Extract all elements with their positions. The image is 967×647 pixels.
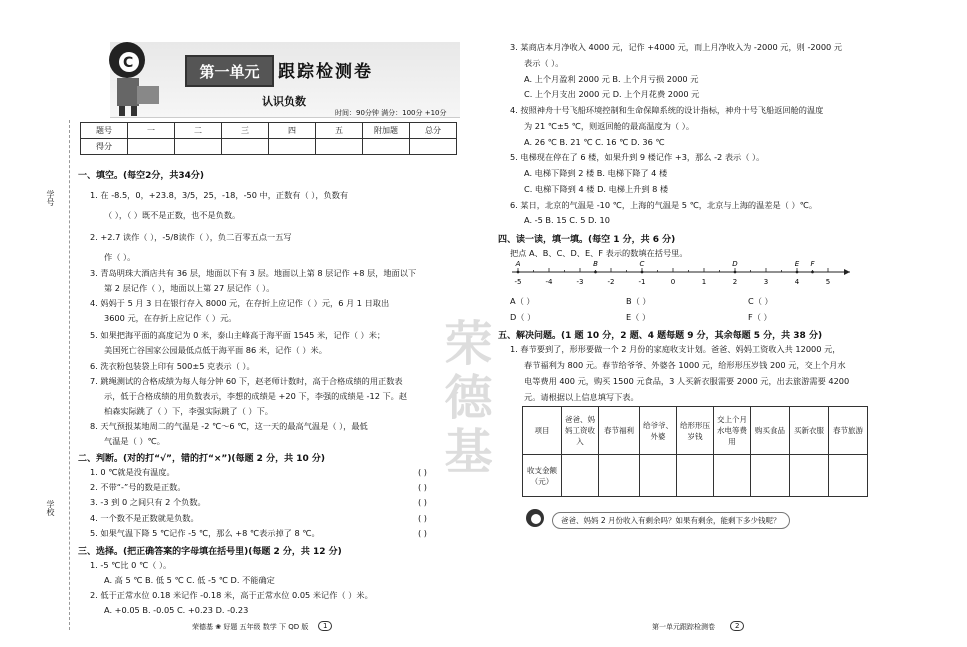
page-title: 跟踪检测卷 <box>278 62 373 82</box>
arrow-right-icon <box>844 269 850 275</box>
watermark: 荣德基 <box>436 318 492 480</box>
number-line-point <box>517 271 520 274</box>
question-line: 3. 青岛明珠大酒店共有 36 层，地面以下有 3 层。地面以上第 8 层记作 +8 层，地面以下 <box>90 268 417 278</box>
expense-header: 买新衣服 <box>790 407 829 455</box>
choice-options: C. 电梯下降到 4 楼 D. 电梯上升到 8 楼 <box>524 184 669 194</box>
question-line: 表示（ ）。 <box>524 58 564 68</box>
question-line: 示，低于合格成绩的用负数表示，李想的成绩是 +20 下，李强的成绩是 -12 下。赵 <box>104 391 408 401</box>
judge-item: 1. 0 ℃就是没有温度。 <box>90 467 175 477</box>
expense-header: 春节旅游 <box>829 407 868 455</box>
question-line: 元。请根据以上信息填写下表。 <box>524 392 639 402</box>
number-line-point-label: E <box>794 260 800 268</box>
choice-options: A. 高 5 ℃ B. 低 5 ℃ C. 低 -5 ℃ D. 不能确定 <box>104 575 275 585</box>
expense-header: 给爷爷、外婆 <box>640 407 677 455</box>
judge-item: 2. 不带“-”号的数是正数。 <box>90 482 186 492</box>
judge-answer-paren[interactable]: ( ) <box>418 467 427 477</box>
svg-text:C: C <box>123 55 134 71</box>
section-heading: 四、读一读，填一填。(每空 1 分，共 6 分) <box>498 235 676 245</box>
judge-answer-paren[interactable]: ( ) <box>418 497 427 507</box>
score-table <box>80 122 457 155</box>
score-header: 二 <box>175 123 222 139</box>
number-line-tick-label: -2 <box>607 278 615 286</box>
question-line: 4. 按照神舟十号飞船环境控制和生命保障系统的设计指标，神舟十号飞船返回舱的温度 <box>510 105 824 115</box>
choice-options: A. 电梯下降到 2 楼 B. 电梯下降了 4 楼 <box>524 168 668 178</box>
number-line-point-label: F <box>810 260 815 268</box>
question-line: 3600 元，在存折上应记作（ ）元。 <box>104 313 237 323</box>
judge-item: 4. 一个数不是正数就是负数。 <box>90 513 199 523</box>
score-cell[interactable] <box>316 139 363 155</box>
score-cell[interactable] <box>410 139 457 155</box>
page-subtitle: 认识负数 <box>262 95 306 108</box>
question-line: 1. -5 ℃比 0 ℃（ ）。 <box>90 560 172 570</box>
score-cell[interactable] <box>222 139 269 155</box>
choice-options: A. 26 ℃ B. 21 ℃ C. 16 ℃ D. 36 ℃ <box>524 137 665 147</box>
number-line-tick-label: 2 <box>732 278 738 286</box>
exam-meta: 时间：90分钟 满分：100分 +10分 <box>335 109 447 117</box>
question-line: 把点 A、B、C、D、E、F 表示的数填在括号里。 <box>510 248 688 258</box>
question-line: 8. 天气预报某地周二的气温是 -2 ℃～6 ℃，这一天的最高气温是（ ），最低 <box>90 421 368 431</box>
top-band <box>0 0 967 18</box>
binding-line <box>69 120 70 630</box>
answer-blank[interactable]: C（ ） <box>748 296 773 306</box>
question-line: 气温是（ ）℃。 <box>104 436 165 446</box>
footer-left: 荣德基 ❀ 好题 五年级 数学 下 QD 版 <box>192 623 309 631</box>
section-heading: 五、解决问题。(1 题 10 分，2 题、4 题每题 9 分，其余每题 5 分，共 38 分) <box>498 331 823 341</box>
number-line-tick-label: -4 <box>545 278 553 286</box>
score-header: 四 <box>269 123 316 139</box>
expense-header: 给形形压岁钱 <box>677 407 714 455</box>
expense-cell[interactable] <box>562 455 599 497</box>
question-line: 电等费用 400 元，购买 1500 元食品，3 人买新衣服需要 2000 元，出去旅游需要 4200 <box>524 376 850 386</box>
judge-answer-paren[interactable]: ( ) <box>418 482 427 492</box>
expense-header: 春节福利 <box>599 407 640 455</box>
score-cell[interactable] <box>128 139 175 155</box>
question-line: 7. 跳绳测试的合格成绩为每人每分钟 60 下，赵老师计数时，高于合格成绩的用正数表 <box>90 376 403 386</box>
judge-item: 5. 如果气温下降 5 ℃记作 -5 ℃，那么 +8 ℃表示掉了 8 ℃。 <box>90 528 320 538</box>
question-line: 春节福利为 800 元。春节给爷爷、外婆各 1000 元，给形形压岁钱 200 元，交上个月水 <box>524 360 846 370</box>
question-line: 为 21 ℃±5 ℃，则返回舱的最高温度为（ ）。 <box>524 121 695 131</box>
answer-blank[interactable]: E（ ） <box>626 312 651 322</box>
number-line-point <box>641 271 644 274</box>
score-cell[interactable] <box>175 139 222 155</box>
question-line: 美国死亡谷国家公园最低点低于海平面 86 米，记作（ ）米。 <box>104 345 327 355</box>
number-line-point-label: A <box>515 260 521 268</box>
speech-bubble: 爸爸、妈妈 2 月份收入有剩余吗？如果有剩余，能剩下多少钱呢？ <box>552 512 790 529</box>
number-line <box>510 258 855 298</box>
expense-cell[interactable] <box>677 455 714 497</box>
expense-cell[interactable] <box>751 455 790 497</box>
choice-options: A. +0.05 B. -0.05 C. +0.23 D. -0.23 <box>104 605 249 615</box>
mascot-image <box>95 38 170 118</box>
expense-cell[interactable] <box>714 455 751 497</box>
number-line-point <box>811 271 814 274</box>
question-line: 4. 妈妈于 5 月 3 日在银行存入 8000 元，在存折上应记作（ ）元，6 月 1 日取出 <box>90 298 390 308</box>
expense-header: 爸爸、妈妈工资收入 <box>562 407 599 455</box>
number-line-tick-label: -5 <box>514 278 522 286</box>
judge-item: 3. -3 到 0 之间只有 2 个负数。 <box>90 497 206 507</box>
question-line: 1. 在 -8.5，0，+23.8，3/5，25，-18，-50 中，正数有（ ），负数有 <box>90 190 349 200</box>
question-line: 3. 某商店本月净收入 4000 元，记作 +4000 元，而上月净收入为 -2000 元，则 -2000 元 <box>510 42 843 52</box>
question-line: 5. 如果把海平面的高度记为 0 米，泰山主峰高于海平面 1545 米，记作（ ）米； <box>90 330 386 340</box>
score-header: 附加题 <box>363 123 410 139</box>
question-line: 作（ ）。 <box>104 252 136 262</box>
number-line-tick-label: 4 <box>794 278 800 286</box>
number-line-tick-label: 5 <box>825 278 831 286</box>
question-line: 5. 电梯现在停在了 6 楼，如果升到 9 楼记作 +3，那么 -2 表示（ ）。 <box>510 152 765 162</box>
question-line: 2. +2.7 读作（ ），-5/8读作（ ），负二百零五点一五写 <box>90 232 292 242</box>
number-line-tick-label: -3 <box>576 278 584 286</box>
number-line-tick-label: 1 <box>701 278 707 286</box>
page-number-right: 2 <box>730 621 744 631</box>
expense-header: 购买食品 <box>751 407 790 455</box>
side-label-school: 学校 <box>46 500 55 516</box>
page-number-left: 1 <box>318 621 332 631</box>
judge-answer-paren[interactable]: ( ) <box>418 528 427 538</box>
section-heading: 三、选择。(把正确答案的字母填在括号里)(每题 2 分，共 12 分) <box>78 547 342 557</box>
choice-options: A. 上个月盈利 2000 元 B. 上个月亏损 2000 元 <box>524 74 699 84</box>
question-line: 1. 春节要到了，形形要做一个 2 月份的家庭收支计划。爸爸、妈妈工资收入共 12000 元， <box>510 344 841 354</box>
number-line-tick-label: -1 <box>638 278 646 286</box>
question-line: 柏森实际跳了（ ）下，李强实际跳了（ ）下。 <box>104 406 273 416</box>
expense-cell[interactable] <box>829 455 868 497</box>
number-line-tick-label: 3 <box>763 278 769 286</box>
section-heading: 一、填空。(每空2分，共34分) <box>78 171 205 181</box>
expense-table <box>522 406 868 497</box>
number-line-tick-label: 0 <box>670 278 676 286</box>
section-heading: 二、判断。(对的打“√”，错的打“×”)(每题 2 分，共 10 分) <box>78 454 325 464</box>
number-line-point-label: B <box>593 260 598 268</box>
answer-blank[interactable]: D（ ） <box>510 312 536 322</box>
mascot-small-icon <box>522 506 548 532</box>
judge-answer-paren[interactable]: ( ) <box>418 513 427 523</box>
expense-header: 交上个月水电等费用 <box>714 407 751 455</box>
number-line-point <box>796 271 799 274</box>
expense-header: 项目 <box>523 407 562 455</box>
question-line: 第 2 层记作（ ），地面以上第 27 层记作（ ）。 <box>104 283 275 293</box>
unit-label: 第一单元 <box>185 55 274 87</box>
question-line: 2. 低于正常水位 0.18 米记作 -0.18 米，高于正常水位 0.05 米记作（ ）米。 <box>90 590 373 600</box>
question-line: 6. 某日，北京的气温是 -10 ℃，上海的气温是 5 ℃，北京与上海的温差是（ ）℃。 <box>510 200 818 210</box>
number-line-point <box>594 271 597 274</box>
footer-right: 第一单元跟踪检测卷 <box>652 623 715 631</box>
expense-cell[interactable] <box>790 455 829 497</box>
score-cell[interactable] <box>363 139 410 155</box>
score-cell[interactable] <box>269 139 316 155</box>
question-line: （ ），（ ）既不是正数，也不是负数。 <box>104 210 241 220</box>
number-line-point-label: D <box>732 260 738 268</box>
question-line: 6. 洗衣粉包装袋上印有 500±5 克表示（ ）。 <box>90 361 255 371</box>
answer-blank[interactable]: A（ ） <box>510 296 535 306</box>
choice-options: A. -5 B. 15 C. 5 D. 10 <box>524 215 610 225</box>
score-header: 五 <box>316 123 363 139</box>
score-header: 题号 <box>81 123 128 139</box>
expense-cell[interactable] <box>640 455 677 497</box>
choice-options: C. 上个月支出 2000 元 D. 上个月花费 2000 元 <box>524 89 700 99</box>
score-header: 总分 <box>410 123 457 139</box>
expense-cell[interactable] <box>599 455 640 497</box>
side-label-student-id: 学号 <box>46 190 55 206</box>
number-line-point <box>734 271 737 274</box>
answer-blank[interactable]: F（ ） <box>748 312 772 322</box>
score-row-label: 得分 <box>81 139 128 155</box>
number-line-point-label: C <box>639 260 645 268</box>
answer-blank[interactable]: B（ ） <box>626 296 651 306</box>
score-header: 三 <box>222 123 269 139</box>
expense-row-label: 收支金额（元） <box>523 455 562 497</box>
score-header: 一 <box>128 123 175 139</box>
